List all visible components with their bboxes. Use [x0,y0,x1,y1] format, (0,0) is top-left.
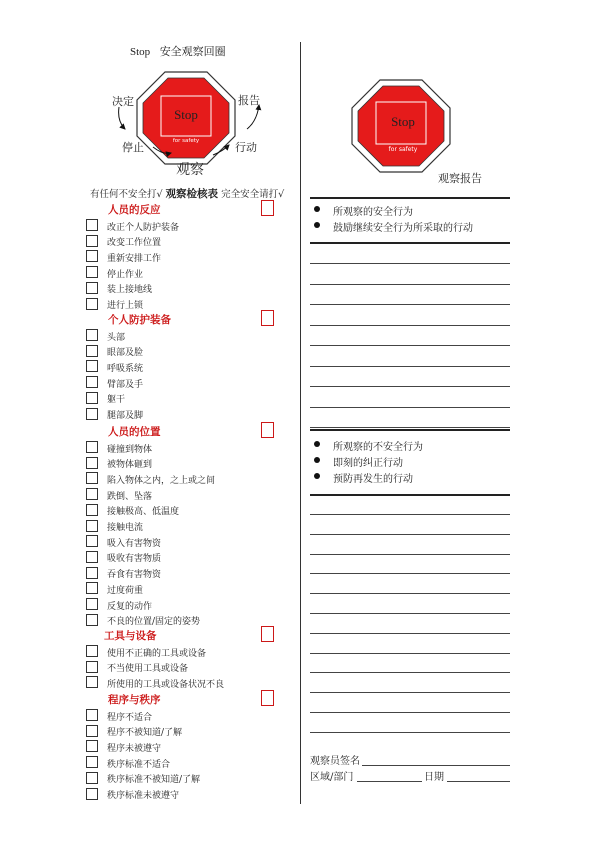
unsafe-bullet-dot-2 [314,457,320,463]
cycle-action: 行动 [235,141,257,154]
unsafe-bullet-2: 即刻的纠正行动 [333,458,403,469]
unsafe-bullet-1: 所观察的不安全行为 [333,442,423,453]
page-title [130,43,226,59]
writing-line[interactable] [310,633,510,634]
safe-bullet-dot-2 [314,222,320,228]
report-top-rule [310,197,510,199]
report-title: 观察报告 [438,172,482,185]
checklist-item: 躯干 [107,395,126,406]
unsafe-section-rule [310,494,510,496]
safe-bullet-dot-1 [314,206,320,212]
item-checkbox[interactable] [86,298,98,310]
writing-line[interactable] [310,712,510,713]
checklist-item: 腿部及脚 [107,411,144,421]
item-checkbox[interactable] [86,598,98,610]
item-checkbox[interactable] [86,250,98,262]
checklist-item: 秩序标准不被知道/了解 [107,775,201,786]
writing-line[interactable] [310,407,510,408]
section-title: 程序与秩序 [108,694,161,706]
section-title: 人员的反应 [108,204,161,216]
section-checkbox[interactable] [261,626,274,642]
unsafe-bullet-dot-3 [314,473,320,479]
checklist-item: 呼吸系统 [107,363,144,374]
checklist-left-note: 有任何不安全打√ [90,189,163,200]
checklist-item: 头部 [107,332,126,343]
checklist-item: 被物体砸到 [107,460,153,471]
section-checkbox[interactable] [261,200,274,216]
checklist-item: 碰撞到物体 [107,444,153,455]
stop-sign-right-word: Stop [391,114,415,129]
writing-line[interactable] [310,427,510,428]
writing-line[interactable] [310,366,510,367]
writing-line[interactable] [310,672,510,673]
unsafe-top-rule [310,429,510,431]
checklist-item: 秩序标准不适合 [107,759,171,770]
arrow-stop-to-observe [153,147,171,153]
writing-line[interactable] [310,692,510,693]
item-checkbox[interactable] [86,441,98,453]
checklist-item: 陷入物体之内，之上或之间 [107,475,216,486]
checklist-item: 吸收有害物质 [107,554,162,565]
writing-line[interactable] [310,386,510,387]
item-checkbox[interactable] [86,661,98,673]
cycle-observe: 观察 [176,162,204,178]
writing-line[interactable] [310,304,510,305]
cycle-report: 报告 [238,94,260,107]
checklist-right-note: 完全安全请打√ [221,189,285,200]
writing-line[interactable] [310,573,510,574]
item-checkbox[interactable] [86,408,98,420]
checklist-item: 不良的位置/固定的姿势 [107,617,201,628]
item-checkbox[interactable] [86,282,98,294]
date-line[interactable] [447,781,510,782]
section-title: 工具与设备 [104,630,157,642]
writing-line[interactable] [310,534,510,535]
checklist-item: 改正个人防护装备 [107,222,180,233]
unsafe-bullet-dot-1 [314,441,320,447]
item-checkbox[interactable] [86,676,98,688]
writing-line[interactable] [310,514,510,515]
item-checkbox[interactable] [86,709,98,721]
item-checkbox[interactable] [86,488,98,500]
unsafe-bullet-3: 预防再发生的行动 [333,474,413,485]
stop-sign-right-subtext: for safety [388,146,418,153]
checklist-item: 秩序标准未被遵守 [107,791,180,801]
area-label: 区域/部门 [310,772,354,783]
observer-signature-label: 观察员签名 [310,756,360,767]
item-checkbox[interactable] [86,520,98,532]
checklist-item: 接触极高、低温度 [107,507,180,518]
checklist-item: 程序未被遵守 [107,743,162,754]
item-checkbox[interactable] [86,788,98,800]
writing-line[interactable] [310,732,510,733]
item-checkbox[interactable] [86,582,98,594]
arrow-decide-to-stop [119,107,125,129]
title-text: 安全观察回圈 [159,45,226,58]
section-checkbox[interactable] [261,310,274,326]
item-checkbox[interactable] [86,725,98,737]
item-checkbox[interactable] [86,551,98,563]
checklist-item: 吸入有害物资 [107,538,162,549]
writing-line[interactable] [310,613,510,614]
arrow-observe-to-action [213,145,229,155]
checklist-item: 反复的动作 [107,601,153,612]
observer-signature-line[interactable] [362,765,510,766]
item-checkbox[interactable] [86,235,98,247]
checklist-item: 进行上锁 [107,301,144,311]
checklist-item: 臂部及手 [107,379,144,390]
writing-line[interactable] [310,554,510,555]
item-checkbox[interactable] [86,645,98,657]
writing-line[interactable] [310,284,510,285]
item-checkbox[interactable] [86,360,98,372]
checklist-item: 程序不适合 [107,712,153,723]
item-checkbox[interactable] [86,772,98,784]
item-checkbox[interactable] [86,614,98,626]
cycle-decide: 决定 [112,95,134,108]
page-divider [300,42,301,804]
writing-line[interactable] [310,345,510,346]
section-title: 人员的位置 [108,426,161,438]
section-checkbox[interactable] [261,422,274,438]
title-stop-word: Stop [130,46,151,58]
date-label: 日期 [424,772,444,783]
writing-line[interactable] [310,325,510,326]
item-checkbox[interactable] [86,457,98,469]
checklist-item: 过度荷重 [107,585,144,596]
checklist-title: 观察检核表 [165,188,219,200]
checklist-item: 眼部及脸 [107,348,144,359]
checklist-header [90,186,284,201]
item-checkbox[interactable] [86,535,98,547]
checklist-item: 吞食有害物资 [107,570,162,581]
item-checkbox[interactable] [86,329,98,341]
item-checkbox[interactable] [86,345,98,357]
safe-bullet-1: 所观察的安全行为 [333,207,413,218]
stop-sign-right [350,78,452,174]
checklist-item: 改变工作位置 [107,238,162,249]
checklist-item: 所使用的工具或设备状况不良 [107,679,225,690]
item-checkbox[interactable] [86,567,98,579]
stop-sign-left-subtext: for safety [172,138,200,144]
writing-line[interactable] [310,653,510,654]
checklist-item: 跌倒、坠落 [107,491,153,502]
item-checkbox[interactable] [86,756,98,768]
item-checkbox[interactable] [86,740,98,752]
cycle-stop: 停止 [122,141,144,154]
checklist-item: 不当使用工具或设备 [107,664,189,675]
checklist-item: 使用不正确的工具或设备 [107,648,207,659]
area-line[interactable] [357,781,422,782]
section-title: 个人防护装备 [108,314,171,326]
item-checkbox[interactable] [86,219,98,231]
item-checkbox[interactable] [86,472,98,484]
item-checkbox[interactable] [86,266,98,278]
checklist-item: 重新安排工作 [107,253,162,264]
stop-sign-left-word: Stop [174,107,198,122]
checklist-item: 程序不被知道/了解 [107,728,183,739]
checklist-item: 接触电流 [107,523,144,533]
checklist-item: 停止作业 [107,269,144,280]
writing-line[interactable] [310,263,510,264]
safe-bullet-2: 鼓励继续安全行为所采取的行动 [333,223,473,234]
arrow-action-to-report [247,105,259,129]
section-checkbox[interactable] [261,690,274,706]
writing-line[interactable] [310,593,510,594]
item-checkbox[interactable] [86,392,98,404]
item-checkbox[interactable] [86,504,98,516]
safe-section-rule [310,242,510,244]
item-checkbox[interactable] [86,376,98,388]
checklist-item: 装上接地线 [107,285,153,296]
